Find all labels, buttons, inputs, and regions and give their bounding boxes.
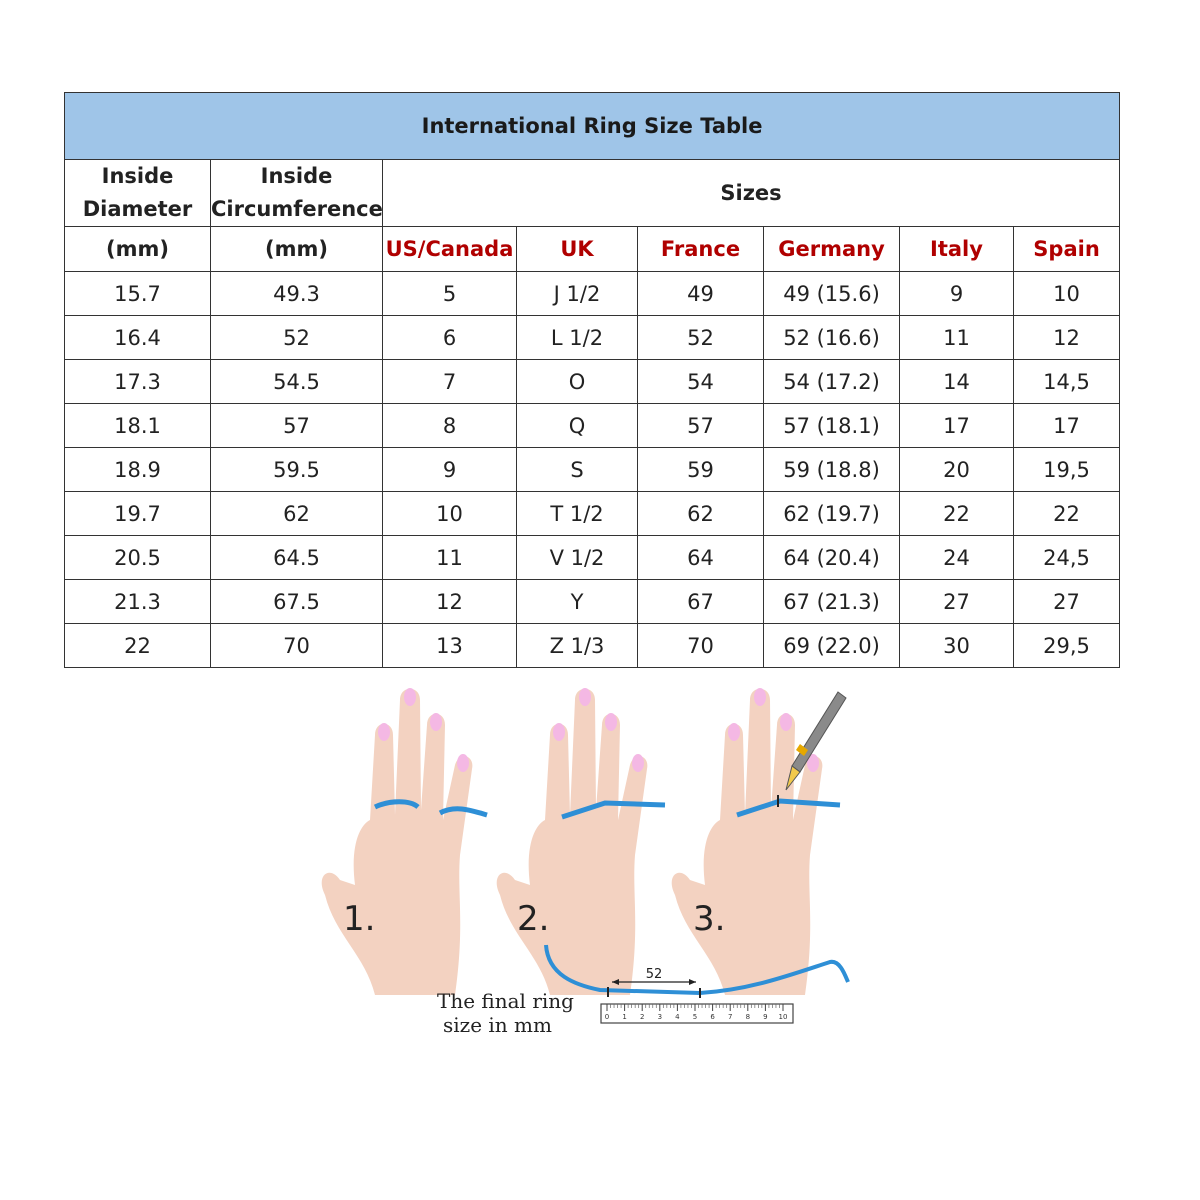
table-cell: 6 — [383, 316, 517, 360]
table-cell: 5 — [383, 272, 517, 316]
table-cell: 9 — [900, 272, 1014, 316]
table-row — [65, 360, 1120, 404]
table-cell: 57 (18.1) — [764, 404, 900, 448]
step-1-label: 1. — [343, 899, 376, 939]
header-sizes: Sizes — [383, 160, 1120, 227]
table-cell: 62 — [211, 492, 383, 536]
table-cell: 67 (21.3) — [764, 580, 900, 624]
table-cell: Y — [517, 580, 638, 624]
table-cell: 13 — [383, 624, 517, 668]
header-germany: Germany — [764, 227, 900, 272]
table-cell: 22 — [900, 492, 1014, 536]
ruler-tick-label: 9 — [763, 1013, 768, 1021]
nail-icon — [553, 723, 565, 741]
header-circumference-unit: (mm) — [211, 227, 383, 272]
table-cell: 24 — [900, 536, 1014, 580]
table-cell: 54 — [638, 360, 764, 404]
table-title: International Ring Size Table — [65, 93, 1120, 160]
step-3-label: 3. — [693, 899, 726, 939]
table-cell: L 1/2 — [517, 316, 638, 360]
nail-icon — [780, 713, 792, 731]
header-france: France — [638, 227, 764, 272]
nail-icon — [378, 723, 390, 741]
table-cell: 57 — [638, 404, 764, 448]
table-cell: 14,5 — [1014, 360, 1120, 404]
header-us-canada: US/Canada — [383, 227, 517, 272]
table-row — [65, 272, 1120, 316]
hand-2-illustration — [497, 688, 665, 995]
nail-icon — [728, 723, 740, 741]
table-cell: 64.5 — [211, 536, 383, 580]
table-row — [65, 580, 1120, 624]
table-cell: 64 (20.4) — [764, 536, 900, 580]
table-row — [65, 492, 1120, 536]
table-cell: 54.5 — [211, 360, 383, 404]
table-cell: 20 — [900, 448, 1014, 492]
table-cell: 22 — [1014, 492, 1120, 536]
nail-icon — [404, 688, 416, 706]
table-cell: 69 (22.0) — [764, 624, 900, 668]
header-diameter-unit: (mm) — [65, 227, 211, 272]
ruler-tick-label: 1 — [622, 1013, 627, 1021]
nail-icon — [605, 713, 617, 731]
table-cell: 12 — [383, 580, 517, 624]
table-cell: S — [517, 448, 638, 492]
header-spain: Spain — [1014, 227, 1120, 272]
header-inside-circumference — [211, 160, 383, 227]
ruler-tick-label: 2 — [639, 1013, 645, 1021]
header-diameter-line1: Inside — [101, 164, 174, 188]
ruler-tick-label: 4 — [675, 1013, 680, 1021]
table-cell: 9 — [383, 448, 517, 492]
table-row — [65, 536, 1120, 580]
caption-line-1: The final ring — [437, 989, 574, 1013]
table-cell: 67 — [638, 580, 764, 624]
ring-size-table — [64, 92, 1120, 668]
table-cell: J 1/2 — [517, 272, 638, 316]
table-cell: 27 — [900, 580, 1014, 624]
table-cell: 62 — [638, 492, 764, 536]
table-cell: 22 — [65, 624, 211, 668]
table-cell: 27 — [1014, 580, 1120, 624]
table-cell: 52 — [638, 316, 764, 360]
ruler-tick-label: 3 — [657, 1013, 663, 1021]
table-cell: 70 — [638, 624, 764, 668]
ruler-tick-label: 0 — [604, 1013, 610, 1021]
table-cell: 52 (16.6) — [764, 316, 900, 360]
table-cell: 12 — [1014, 316, 1120, 360]
nail-icon — [754, 688, 766, 706]
table-cell: 30 — [900, 624, 1014, 668]
table-cell: 18.1 — [65, 404, 211, 448]
table-cell: 59.5 — [211, 448, 383, 492]
table-cell: 54 (17.2) — [764, 360, 900, 404]
table-cell: O — [517, 360, 638, 404]
caption-line-2: size in mm — [443, 1013, 552, 1037]
ruler-tick-label: 5 — [692, 1013, 698, 1021]
header-italy: Italy — [900, 227, 1014, 272]
table-row — [65, 448, 1120, 492]
table-cell: 16.4 — [65, 316, 211, 360]
table-cell: 19.7 — [65, 492, 211, 536]
nail-icon — [430, 713, 442, 731]
measure-label: 52 — [645, 967, 663, 982]
table-row — [65, 316, 1120, 360]
header-uk: UK — [517, 227, 638, 272]
table-row — [65, 404, 1120, 448]
nail-icon — [579, 688, 591, 706]
table-cell: T 1/2 — [517, 492, 638, 536]
ruler-icon — [601, 1004, 793, 1023]
table-cell: 11 — [383, 536, 517, 580]
table-cell: 17 — [1014, 404, 1120, 448]
table-cell: 7 — [383, 360, 517, 404]
table-cell: 17.3 — [65, 360, 211, 404]
table-cell: 24,5 — [1014, 536, 1120, 580]
table-cell: 14 — [900, 360, 1014, 404]
header-circumference-line2: Circumference — [211, 197, 383, 221]
nail-icon — [457, 754, 469, 772]
table-cell: 10 — [383, 492, 517, 536]
table-cell: 29,5 — [1014, 624, 1120, 668]
nail-icon — [632, 754, 644, 772]
table-cell: 18.9 — [65, 448, 211, 492]
ruler-tick-label: 10 — [778, 1013, 788, 1021]
table-cell: 57 — [211, 404, 383, 448]
table-row — [65, 624, 1120, 668]
table-cell: 19,5 — [1014, 448, 1120, 492]
table-cell: 49 — [638, 272, 764, 316]
ruler-tick-label: 7 — [727, 1013, 733, 1021]
table-cell: 49 (15.6) — [764, 272, 900, 316]
table-cell: Z 1/3 — [517, 624, 638, 668]
table-cell: 21.3 — [65, 580, 211, 624]
header-inside-diameter — [65, 160, 211, 227]
table-cell: 8 — [383, 404, 517, 448]
header-diameter-line2: Diameter — [82, 197, 193, 221]
table-cell: 49.3 — [211, 272, 383, 316]
table-cell: 52 — [211, 316, 383, 360]
step-2-label: 2. — [517, 899, 550, 939]
table-cell: 15.7 — [65, 272, 211, 316]
ruler-tick-label: 8 — [745, 1013, 751, 1021]
table-cell: 17 — [900, 404, 1014, 448]
table-body — [65, 272, 1120, 668]
table-cell: 70 — [211, 624, 383, 668]
hand-1-illustration — [322, 688, 487, 995]
table-cell: 11 — [900, 316, 1014, 360]
table-cell: 59 (18.8) — [764, 448, 900, 492]
header-circumference-line1: Inside — [260, 164, 333, 188]
table-cell: Q — [517, 404, 638, 448]
table-cell: 67.5 — [211, 580, 383, 624]
table-cell: 62 (19.7) — [764, 492, 900, 536]
ruler-tick-label: 6 — [710, 1013, 715, 1021]
table-cell: 10 — [1014, 272, 1120, 316]
measuring-instructions-illustration — [320, 685, 880, 1045]
table-cell: 64 — [638, 536, 764, 580]
table-cell: 59 — [638, 448, 764, 492]
table-cell: V 1/2 — [517, 536, 638, 580]
table-cell: 20.5 — [65, 536, 211, 580]
